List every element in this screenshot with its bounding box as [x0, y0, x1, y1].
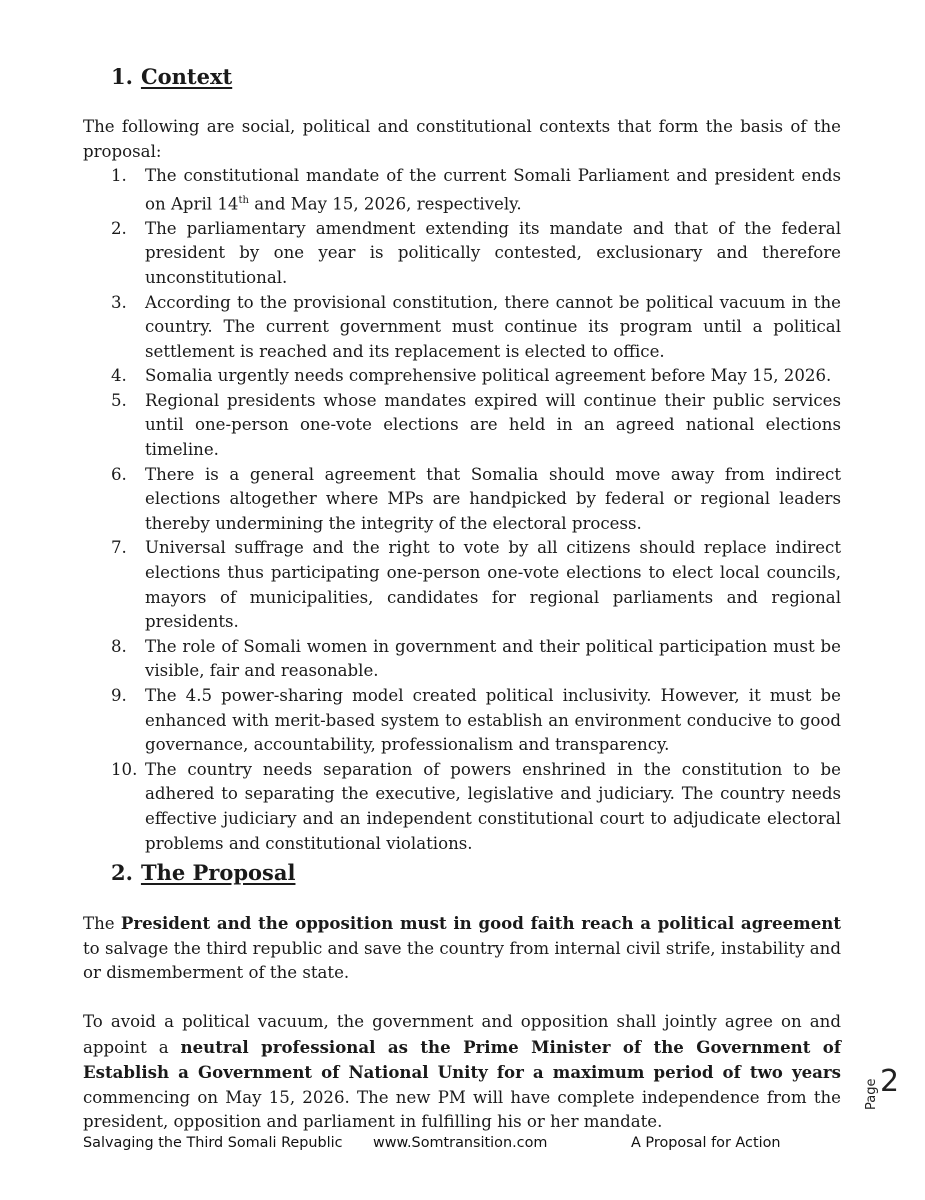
list-item — [111, 217, 841, 291]
section-heading-context — [111, 64, 232, 89]
list-item-text: and May 15, 2026, respectively. — [248, 194, 522, 214]
list-item-text: The constitutional mandate of the current Somali Parliament and president ends on April 14 — [145, 166, 841, 214]
list-item-number: 6. — [111, 464, 127, 484]
bold-text: President and the opposition must in good faith reach a political agreement — [120, 913, 841, 933]
list-item-number: 4. — [111, 366, 127, 386]
list-item-text: Universal suffrage and the right to vote by all citizens should replace indirect elections thus participating one-person one-vote elections to elect local councils, mayors of municipalities, candidates for regional parliaments and regional presidents. — [145, 538, 841, 632]
list-item-number: 9. — [111, 686, 127, 705]
list-item-number: 2. — [111, 218, 127, 238]
superscript: th — [238, 194, 249, 206]
list-item-text: Regional presidents whose mandates expired will continue their public services until one-person one-vote elections are held in an agreed national elections timeline. — [145, 390, 841, 460]
proposal-paragraph-2 — [83, 1010, 841, 1135]
section-heading-proposal — [111, 860, 295, 885]
footer-title: Salvaging the Third Somali Republic — [83, 1135, 343, 1151]
page-number — [864, 1064, 920, 1130]
text: To avoid a political vacuum, the government and opposition shall jointly agree on and appoint a — [83, 1012, 841, 1057]
list-item-text: The 4.5 power-sharing model created political inclusivity. However, it must be enhanced with merit-based system to establish an environment conducive to good governance, accountability, professionalism and transparency. — [145, 686, 841, 755]
text: to salvage the third republic and save the country from internal civil strife, instability and or dismemberment of the state. — [83, 938, 841, 983]
list-item-number: 7. — [111, 538, 127, 558]
list-item — [111, 291, 841, 365]
section-title: Context — [140, 64, 233, 89]
list-item — [111, 536, 841, 634]
list-item — [111, 635, 841, 684]
list-item-text: The role of Somali women in government and their political participation must be visible, fair and reasonable. — [145, 636, 841, 681]
list-item — [111, 164, 841, 217]
page-label: Page — [864, 1078, 879, 1110]
section-number: 2. — [111, 860, 133, 885]
section-title: The Proposal — [140, 860, 296, 885]
list-item — [111, 364, 841, 389]
section-number: 1. — [111, 64, 133, 89]
list-item-number: 3. — [111, 292, 127, 312]
list-item-number: 1. — [111, 166, 127, 185]
text: commencing on May 15, 2026. The new PM will have complete independence from the president, opposition and parliament in fulfilling his or her mandate. — [83, 1087, 841, 1132]
intro-paragraph: The following are social, political and constitutional contexts that form the basis of the proposal: — [83, 117, 841, 161]
list-item — [111, 758, 841, 856]
list-item — [111, 463, 841, 537]
text: The — [83, 914, 121, 933]
list-item-number: 8. — [111, 636, 127, 656]
proposal-paragraph-1 — [83, 911, 841, 986]
list-item-text: The country needs separation of powers enshrined in the constitution to be adhered to separating the executive, legislative and judiciary. The country needs effective judiciary and an independent constitutional court to adjudicate electoral problems and constitutional violations. — [145, 759, 841, 853]
footer-website: www.Somtransition.com — [373, 1135, 548, 1151]
bold-text: neutral professional as the Prime Minister of the Government of Establish a Government of National Unity for a maximum period of two years — [83, 1036, 841, 1083]
context-list — [111, 164, 841, 856]
list-item-text: According to the provisional constitution, there cannot be political vacuum in the country. The current government must continue its program until a political settlement is reached and its replacement is elected to office. — [145, 292, 841, 361]
list-item-number: 10. — [111, 759, 138, 779]
list-item — [111, 389, 841, 463]
list-item-number: 5. — [111, 390, 127, 410]
list-item-text: The parliamentary amendment extending its mandate and that of the federal president by one year is politically contested, exclusionary and therefore unconstitutional. — [145, 218, 841, 287]
list-item-text: Somalia urgently needs comprehensive political agreement before May 15, 2026. — [145, 366, 832, 386]
list-item-text: There is a general agreement that Somalia should move away from indirect elections altogether where MPs are handpicked by federal or regional leaders thereby undermining the integrity of the electoral process. — [145, 464, 841, 533]
footer-tagline: A Proposal for Action — [631, 1135, 781, 1151]
page-number-value: 2 — [880, 1064, 900, 1099]
list-item — [111, 684, 841, 758]
